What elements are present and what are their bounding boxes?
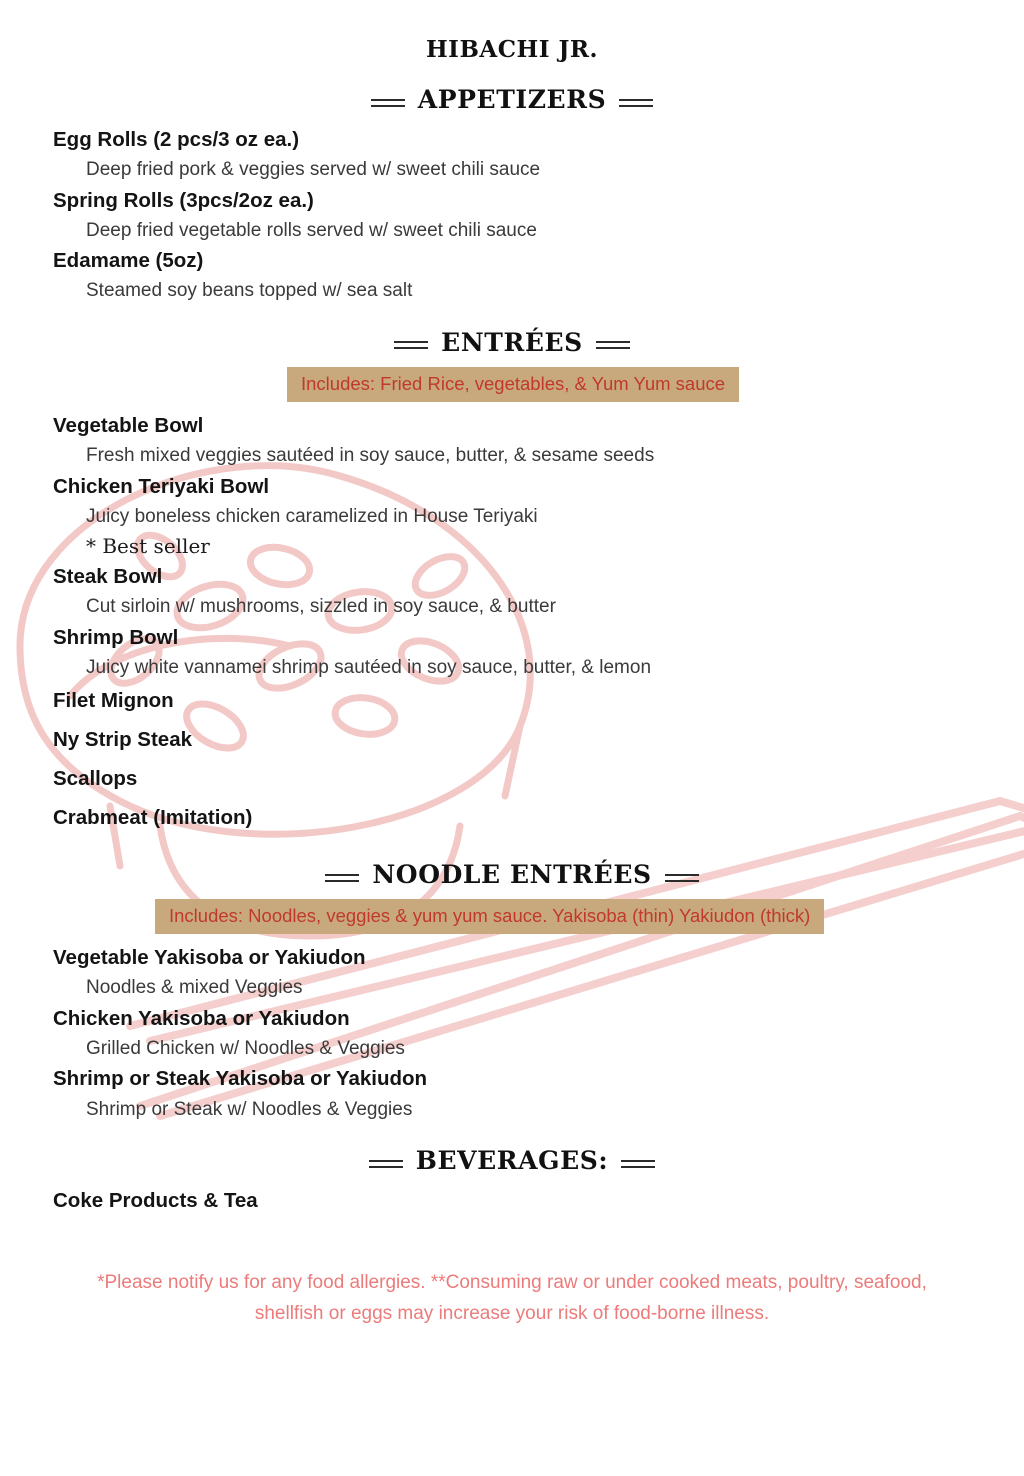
menu-page — [0, 36, 1024, 1329]
includes-banner-entrees — [0, 367, 1024, 402]
section-heading-noodle-entrees — [0, 860, 1024, 889]
rule-left-icon — [369, 1160, 403, 1162]
list-item — [0, 410, 1024, 471]
item-description: Shrimp or Steak w/ Noodles & Veggies — [86, 1098, 413, 1120]
includes-text: Includes: Noodles, veggies & yum yum sauce. Yakisoba (thin) Yakiudon (thick) — [155, 899, 824, 934]
includes-text: Includes: Fried Rice, vegetables, & Yum Yum sauce — [287, 367, 739, 402]
item-name: Egg Rolls (2 pcs/3 oz ea.) — [53, 128, 300, 151]
item-description: Deep fried pork & veggies served w/ sweet chili sauce — [86, 159, 541, 181]
item-description: Juicy boneless chicken caramelized in House Teriyaki — [86, 505, 538, 527]
list-item — [0, 1063, 1024, 1124]
item-name: Chicken Yakisoba or Yakiudon — [53, 1006, 350, 1030]
item-description: Grilled Chicken w/ Noodles & Veggies — [86, 1038, 405, 1060]
list-item — [0, 1003, 1024, 1064]
includes-banner-noodles — [0, 899, 1024, 934]
item-name: Vegetable Bowl — [53, 413, 204, 437]
section-items-noodle-entrees — [0, 942, 1024, 1124]
item-description: Cut sirloin w/ mushrooms, sizzled in soy sauce, & butter — [86, 596, 556, 618]
item-description: Fresh mixed veggies sautéed in soy sauce, butter, & sesame seeds — [86, 445, 655, 467]
item-note-best-seller: * Best seller — [86, 534, 210, 559]
section-label: NOODLE ENTRÉES — [372, 860, 652, 890]
list-item — [0, 471, 1024, 562]
item-name: Shrimp or Steak Yakisoba or Yakiudon — [53, 1067, 428, 1091]
item-name: Ny Strip Steak — [53, 728, 192, 752]
item-description: Steamed soy beans topped w/ sea salt — [86, 280, 413, 302]
item-description: Juicy white vannamei shrimp sautéed in soy sauce, butter, & lemon — [86, 656, 652, 678]
list-item — [0, 245, 1024, 306]
allergy-disclaimer — [0, 1268, 1024, 1329]
item-name: Chicken Teriyaki Bowl — [53, 474, 270, 498]
rule-left-icon — [371, 99, 405, 101]
list-item — [0, 622, 1024, 683]
item-name: Filet Mignon — [53, 689, 174, 713]
item-name: Scallops — [53, 767, 138, 791]
rule-right-icon — [596, 341, 630, 343]
item-name: Steak Bowl — [53, 565, 163, 589]
section-label: BEVERAGES: — [415, 1146, 609, 1176]
section-heading-beverages — [0, 1146, 1024, 1175]
rule-left-icon — [325, 874, 359, 876]
section-label: ENTRÉES — [441, 327, 583, 357]
rule-right-icon — [621, 1160, 655, 1162]
list-item — [0, 124, 1024, 185]
section-heading-appetizers — [0, 85, 1024, 114]
rule-right-icon — [665, 874, 699, 876]
item-name: Coke Products & Tea — [53, 1189, 258, 1213]
item-name: Edamame (5oz) — [53, 249, 204, 273]
item-name: Vegetable Yakisoba or Yakiudon — [53, 946, 366, 970]
list-item — [0, 561, 1024, 622]
section-items-entrees — [0, 410, 1024, 838]
item-name: Spring Rolls (3pcs/2oz ea.) — [53, 188, 314, 212]
page-title: HIBACHI JR. — [425, 36, 599, 63]
rule-left-icon — [394, 341, 428, 343]
section-items-beverages — [0, 1185, 1024, 1216]
disclaimer-line-2: shellfish or eggs may increase your risk of food-borne illness. — [254, 1302, 770, 1324]
section-label: APPETIZERS — [417, 85, 607, 114]
rule-right-icon — [619, 99, 653, 101]
section-heading-entrees — [0, 328, 1024, 357]
disclaimer-line-1: *Please notify us for any food allergies. **Consuming raw or under cooked meats, poultry, seafood, — [97, 1272, 927, 1294]
item-description: Deep fried vegetable rolls served w/ sweet chili sauce — [86, 219, 537, 241]
list-item — [0, 185, 1024, 246]
item-name: Shrimp Bowl — [53, 625, 179, 649]
item-name: Crabmeat (Imitation) — [53, 806, 253, 830]
entrees-simple-list — [0, 682, 1024, 838]
section-items-appetizers — [0, 124, 1024, 306]
list-item — [0, 942, 1024, 1003]
item-description: Noodles & mixed Veggies — [86, 977, 303, 999]
